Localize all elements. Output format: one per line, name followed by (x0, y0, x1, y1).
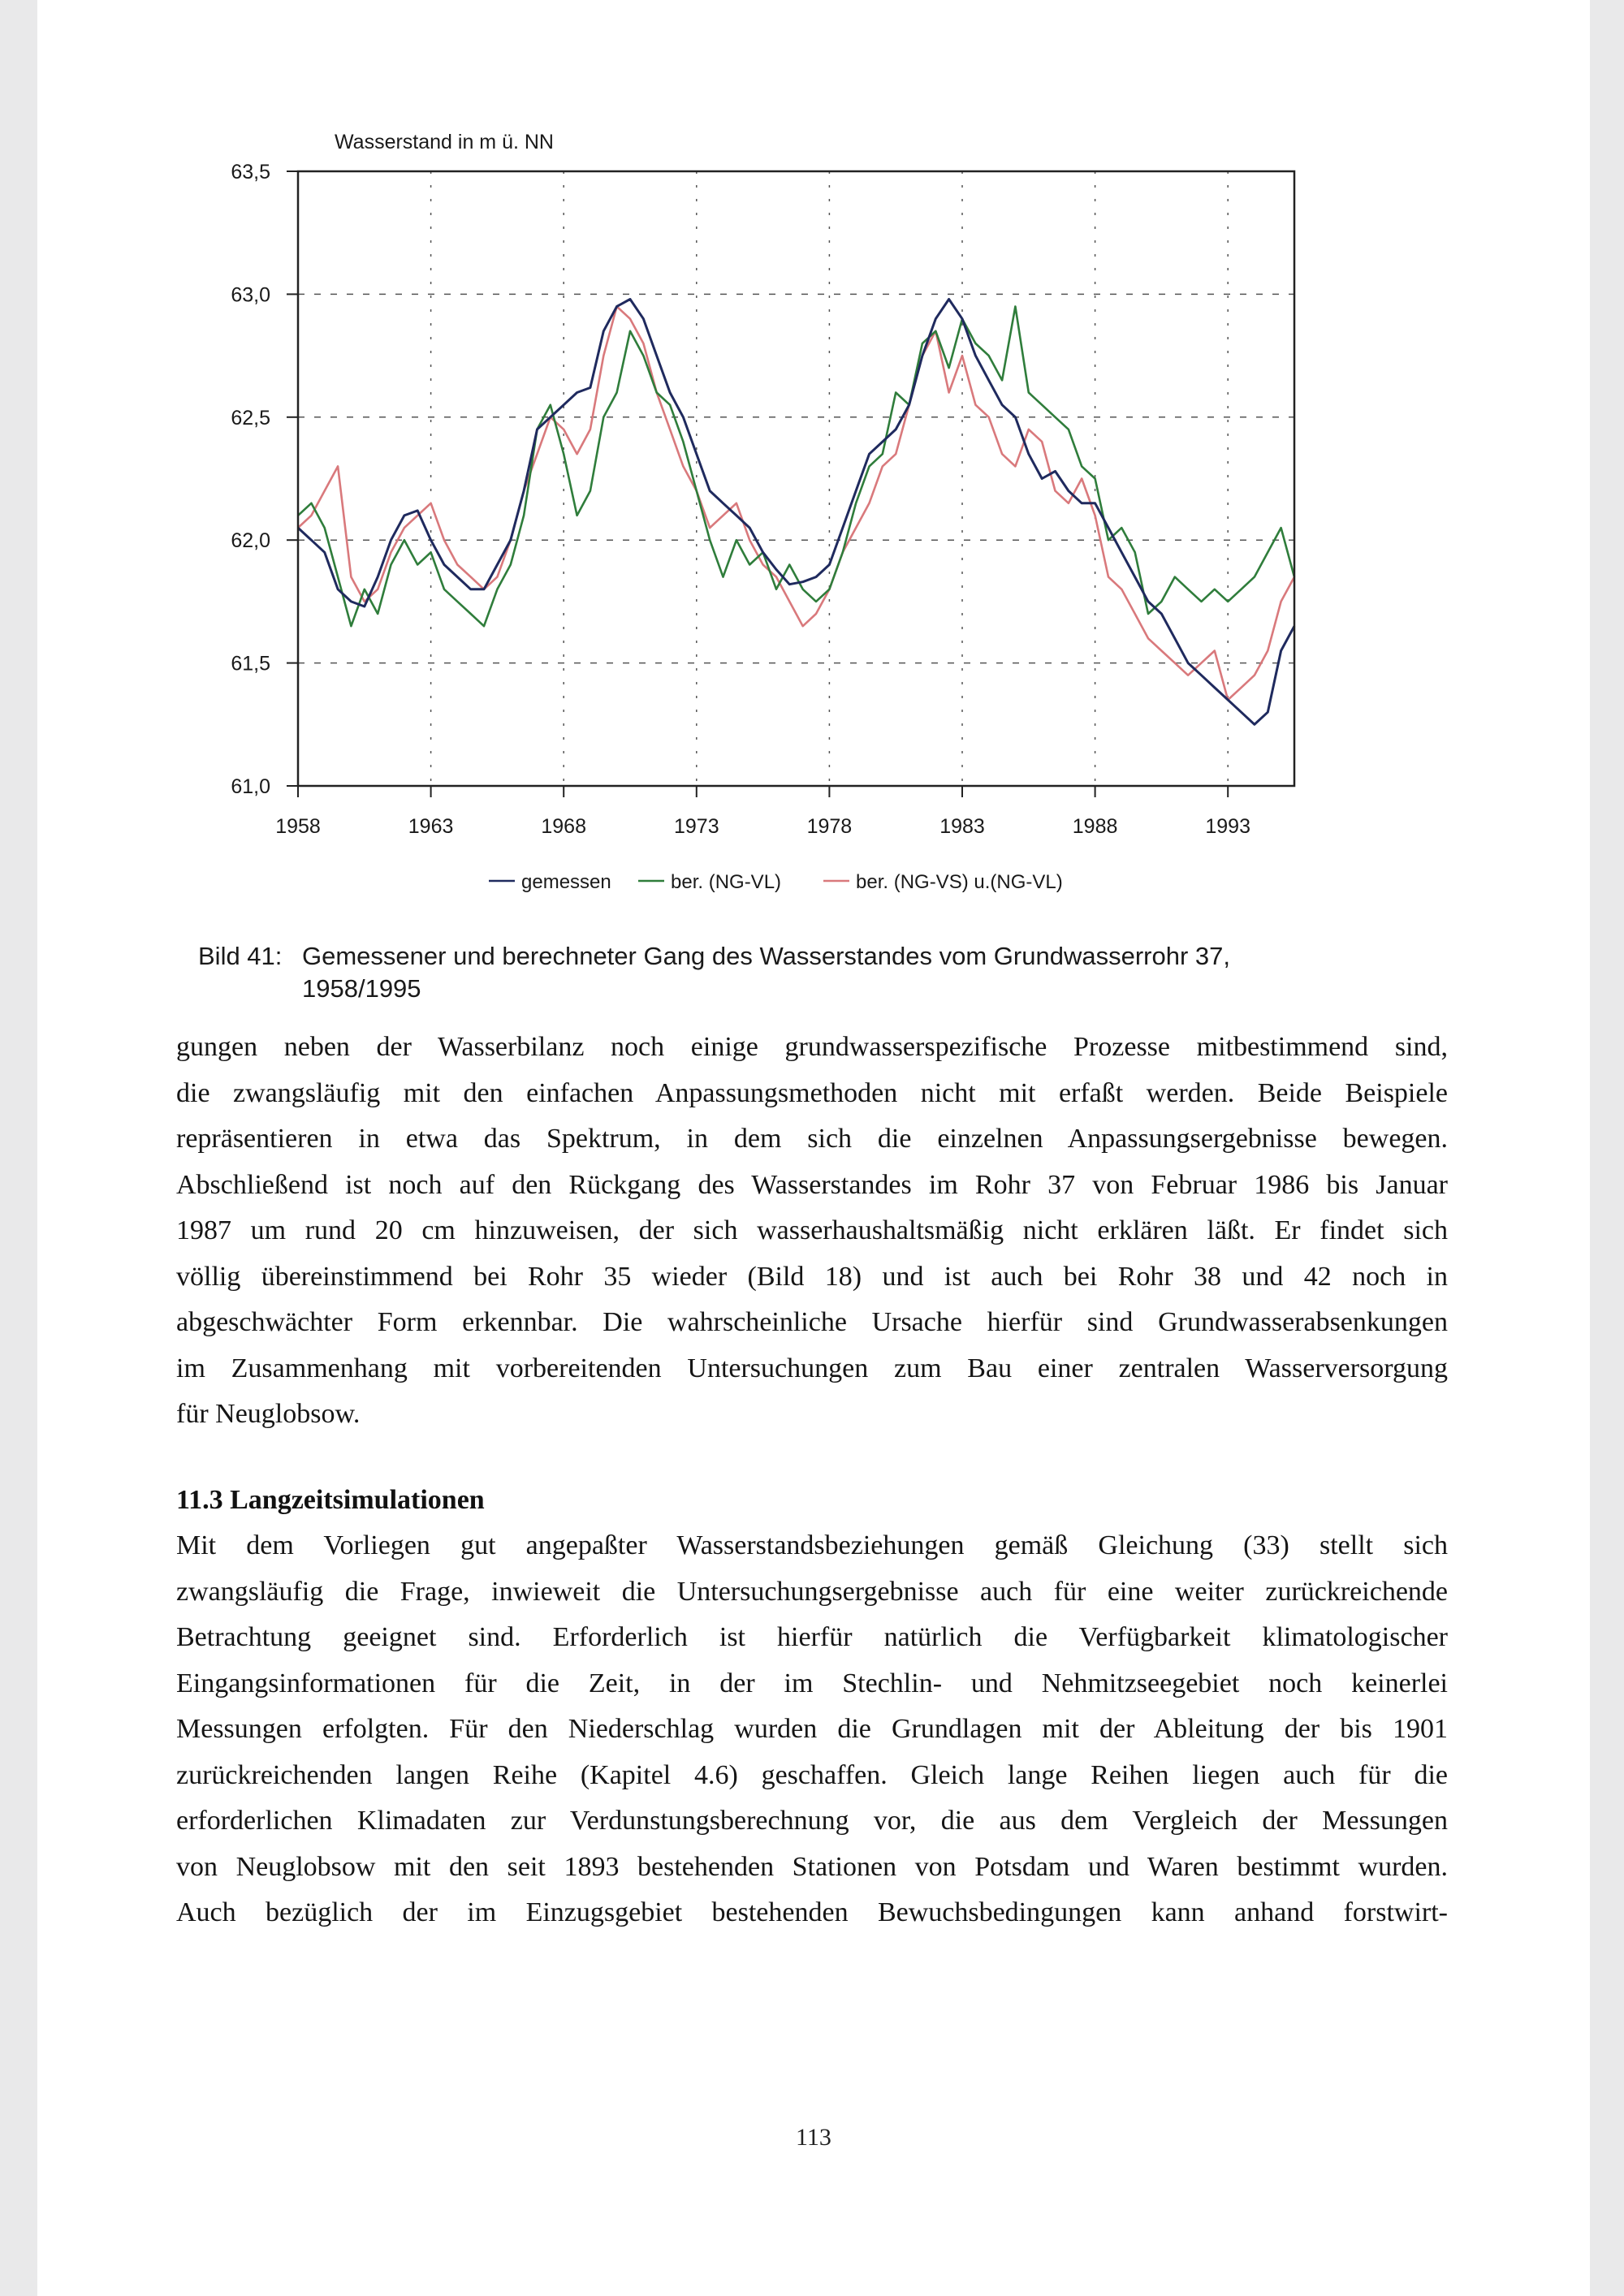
figure-caption-line2: 1958/1995 (302, 974, 421, 1003)
legend-label: gemessen (521, 871, 611, 893)
y-tick-label: 62,0 (231, 529, 270, 553)
text-line: für Neuglobsow. (176, 1399, 361, 1429)
page-number: 113 (796, 2124, 831, 2151)
y-axis-label: Wasserstand in m ü. NN (335, 131, 554, 153)
y-tick-label: 61,0 (231, 775, 270, 798)
text-line: abgeschwächter Form erkennbar. Die wahrscheinliche Ursache hierfür sind Grundwasserabsenkungen (176, 1307, 1448, 1337)
text-line: die zwangsläufig mit den einfachen Anpassungsmethoden nicht mit erfaßt werden. Beide Beispiele (176, 1077, 1448, 1108)
figure-label: Bild 41: (198, 942, 283, 970)
x-tick-label: 1973 (673, 815, 719, 838)
text-line: von Neuglobsow mit den seit 1893 bestehenden Stationen von Potsdam und Waren bestimmt wurden. (176, 1851, 1448, 1882)
x-tick-label: 1958 (275, 815, 321, 838)
series-line-ber-ng-vs-u-ng-vl (298, 307, 1294, 701)
x-tick-label: 1963 (408, 815, 454, 838)
x-tick-label: 1993 (1205, 815, 1251, 838)
paragraph-1 (176, 1025, 1448, 1438)
paragraph-2 (176, 1523, 1448, 1936)
text-line: Abschließend ist noch auf den Rückgang des Wasserstandes im Rohr 37 von Februar 1986 bis Januar (176, 1169, 1448, 1200)
text-line: völlig übereinstimmend bei Rohr 35 wieder (Bild 18) und ist auch bei Rohr 38 und 42 noch in (176, 1261, 1448, 1292)
text-line: repräsentieren in etwa das Spektrum, in dem sich die einzelnen Anpassungsergebnisse bewegen. (176, 1124, 1448, 1154)
chart-legend (489, 871, 1063, 893)
figure-caption (198, 940, 1465, 1005)
y-tick-label: 63,5 (231, 161, 270, 183)
text-line: Messungen erfolgten. Für den Niederschlag wurden die Grundlagen mit der Ableitung der bis 1901 (176, 1714, 1448, 1744)
figure-caption-line1: Gemessener und berechneter Gang des Wasserstandes vom Grundwasserrohr 37, (302, 942, 1230, 970)
text-line: 1987 um rund 20 cm hinzuweisen, der sich wasserhaushaltsmäßig nicht erklären läßt. Er findet sich (176, 1215, 1448, 1245)
x-tick-label: 1968 (541, 815, 587, 838)
series-line-ber-ng-vl (298, 307, 1294, 627)
legend-label: ber. (NG-VS) u.(NG-VL) (856, 871, 1063, 893)
chart-grid (298, 171, 1294, 786)
text-line: im Zusammenhang mit vorbereitenden Untersuchungen zum Bau einer zentralen Wasserversorgung (176, 1353, 1448, 1383)
plot-frame (298, 171, 1294, 786)
x-tick-label: 1978 (806, 815, 853, 838)
section-heading: 11.3 Langzeitsimulationen (176, 1485, 485, 1515)
y-tick-label: 62,5 (231, 406, 270, 429)
legend-label: ber. (NG-VL) (671, 871, 782, 893)
text-line: Mit dem Vorliegen gut angepaßter Wasserstandsbeziehungen gemäß Gleichung (33) stellt sich (176, 1530, 1448, 1560)
text-line: zurückreichenden langen Reihe (Kapitel 4.6) geschaffen. Gleich lange Reihen liegen auch für die (176, 1759, 1448, 1790)
document-page (37, 0, 1590, 2296)
text-line: Betrachtung geeignet sind. Erforderlich ist hierfür natürlich die Verfügbarkeit klimatologischer (176, 1622, 1448, 1652)
series-line-gemessen (298, 300, 1294, 725)
chart-series (298, 300, 1294, 725)
text-line: gungen neben der Wasserbilanz noch einige grundwasserspezifische Prozesse mitbestimmend sind, (176, 1032, 1448, 1062)
text-line: Eingangsinformationen für die Zeit, in der im Stechlin- und Nehmitzseegebiet noch keinerlei (176, 1668, 1448, 1698)
x-tick-label: 1983 (939, 815, 985, 838)
x-tick-label: 1988 (1072, 815, 1118, 838)
text-line: zwangsläufig die Frage, inwieweit die Untersuchungsergebnisse auch für eine weiter zurückreichende (176, 1576, 1448, 1607)
y-tick-label: 63,0 (231, 283, 270, 307)
text-line: erforderlichen Klimadaten zur Verdunstungsberechnung vor, die aus dem Vergleich der Messungen (176, 1806, 1448, 1836)
text-line: Auch bezüglich der im Einzugsgebiet bestehenden Bewuchsbedingungen kann anhand forstwirt- (176, 1897, 1448, 1927)
water-level-chart (37, 0, 1590, 926)
y-tick-label: 61,5 (231, 652, 270, 675)
chart-axes (231, 161, 1250, 838)
